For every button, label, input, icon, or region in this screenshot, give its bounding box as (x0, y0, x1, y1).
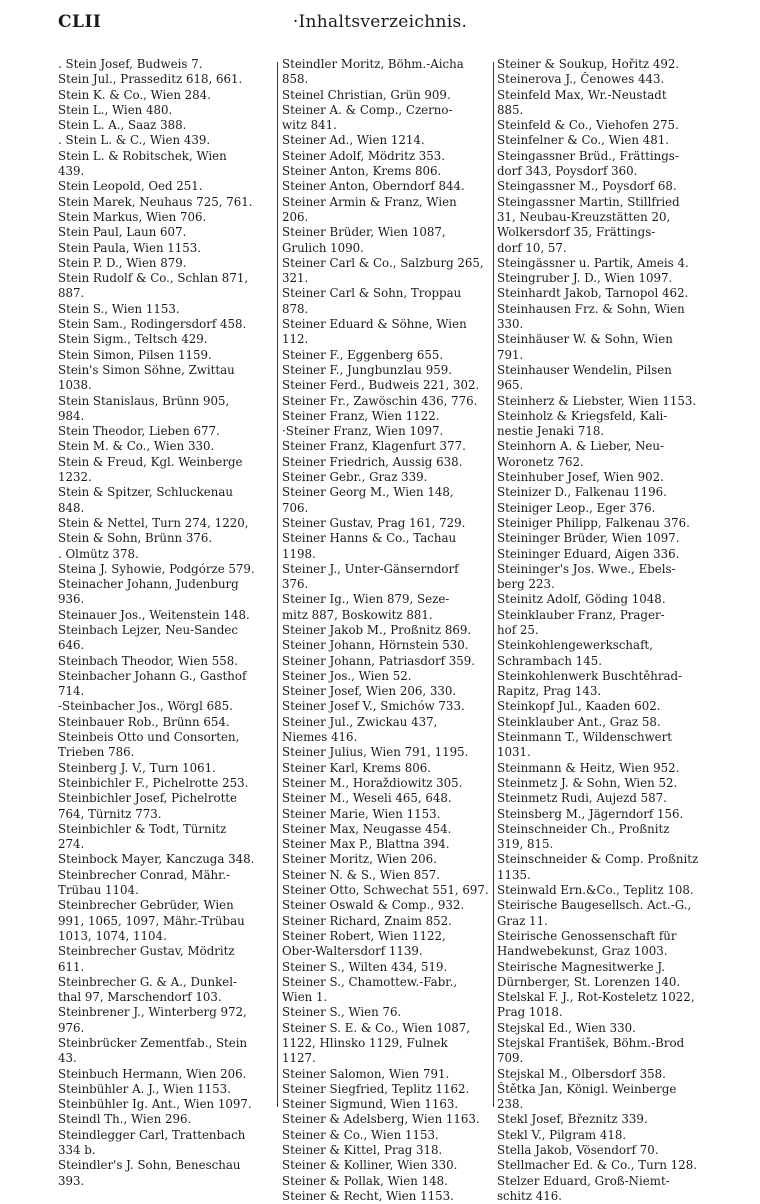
index-entry-line: Steina J. Syhowie, Podgórze 579. (58, 561, 255, 576)
index-entry-line: Štětka Jan, Königl. Weinberge (497, 1081, 677, 1096)
index-entry-line: Steinmann T., Wildenschwert (497, 730, 673, 745)
index-entry-line: Steinbrecher Gustav, Mödritz (58, 944, 235, 959)
index-entry-line: Steinbrecher G. & A., Dunkel- (58, 974, 237, 989)
index-entry-line: Steinbichler Josef, Pichelrotte (58, 791, 238, 806)
index-entry-line: Stein Theodor, Lieben 677. (58, 424, 220, 439)
index-entry-line: Steiner & Recht, Wien 1153. (282, 1188, 454, 1203)
index-entry-line: nestie Jenaki 718. (497, 424, 605, 439)
index-entry-line: Steinschneider Ch., Proßnitz (497, 821, 670, 836)
index-entry-line: Steiner S., Wien 76. (282, 1005, 402, 1020)
index-entry-line: Steiner Hanns & Co., Tachau (282, 531, 457, 546)
index-entry-line: berg 223. (497, 577, 555, 592)
index-entry-line: Steiner Jakob M., Proßnitz 869. (282, 622, 472, 637)
index-entry-line: Steininger Eduard, Aigen 336. (497, 546, 680, 561)
index-entry-line: Stein K. & Co., Wien 284. (58, 87, 211, 102)
index-entry-line: Handwebekunst, Graz 1003. (497, 944, 668, 959)
index-column-1 (58, 57, 274, 1189)
index-entry-line: Prag 1018. (497, 1005, 563, 1020)
index-entry-line: Steingässner u. Partik, Ameis 4. (497, 255, 689, 270)
index-entry-line: Steirische Magnesitwerke J. (497, 959, 665, 974)
index-entry-line: Steiner Jos., Wien 52. (282, 668, 412, 683)
index-entry-line: 274. (58, 837, 85, 852)
index-entry-line: Steinerova J., Čenowes 443. (497, 72, 665, 87)
index-entry-line: Trübau 1104. (58, 883, 139, 898)
index-entry-line: Steingruber J. D., Wien 1097. (497, 271, 673, 286)
index-entry-line: Stejskal Ed., Wien 330. (497, 1020, 636, 1035)
index-entry-line: Steiner & Co., Wien 1153. (282, 1127, 439, 1142)
index-entry-line: Steiner Otto, Schwechat 551, 697. (282, 883, 489, 898)
index-entry-line: Steiner Ad., Wien 1214. (282, 133, 425, 148)
index-entry-line: Steiner & Adelsberg, Wien 1163. (282, 1112, 480, 1127)
index-entry-line: Dürnberger, St. Lorenzen 140. (497, 974, 681, 989)
index-entry-line: Steiner Adolf, Mödritz 353. (282, 148, 446, 163)
index-entry-line: 887. (58, 286, 85, 301)
index-entry-line: 1198. (282, 546, 316, 561)
index-entry-line: Steiner & Pollak, Wien 148. (282, 1173, 448, 1188)
index-entry-line: Steinbuch Hermann, Wien 206. (58, 1066, 247, 1081)
index-entry-line: Steinfeld & Co., Viehofen 275. (497, 118, 679, 133)
index-entry-line: Steiner N. & S., Wien 857. (282, 867, 441, 882)
index-entry-line: Steiner Anton, Krems 806. (282, 164, 442, 179)
index-entry-line: Steiner & Kolliner, Wien 330. (282, 1158, 458, 1173)
index-entry-line: Steinbacher Johann G., Gasthof (58, 668, 247, 683)
index-entry-line: Graz 11. (497, 913, 548, 928)
index-entry-line: Steiner Josef, Wien 206, 330. (282, 684, 457, 699)
index-entry-line: 1232. (58, 470, 92, 485)
index-entry-line: Stein L. & Robitschek, Wien (58, 148, 227, 163)
index-entry-line: Steinkohlengewerkschaft, (497, 638, 653, 653)
index-entry-line: Steiner Franz, Wien 1122. (282, 408, 440, 423)
index-entry-line: 936. (58, 592, 85, 607)
index-entry-line: Steinfeld Max, Wr.-Neustadt (497, 87, 667, 102)
index-entry-line: Steinhauser Wendelin, Pilsen (497, 362, 672, 377)
index-entry-line: Steiner & Kittel, Prag 318. (282, 1143, 443, 1158)
index-entry-line: 611. (58, 959, 85, 974)
index-entry-line: Stein L. A., Saaz 388. (58, 118, 187, 133)
index-entry-line: Steinklauber Franz, Prager- (497, 607, 665, 622)
index-entry-line: Stejskal M., Olbersdorf 358. (497, 1066, 666, 1081)
index-entry-line: dorf 343, Poysdorf 360. (497, 164, 638, 179)
index-entry-line: Steinkohlenwerk Buschtěhrad- (497, 668, 683, 683)
index-entry-line: hof 25. (497, 622, 539, 637)
index-entry-line: Steininger Brüder, Wien 1097. (497, 531, 680, 546)
index-entry-line: Steindl Th., Wien 296. (58, 1112, 192, 1127)
index-entry-line: Steiner Salomon, Wien 791. (282, 1066, 450, 1081)
index-entry-line: 991, 1065, 1097, Mähr.-Trübau (58, 913, 245, 928)
index-entry-line: 965. (497, 378, 524, 393)
index-entry-line: Steinbrücker Zementfab., Stein (58, 1036, 248, 1050)
index-entry-line: Steinwald Ern.&Co., Teplitz 108. (497, 883, 694, 898)
index-entry-line: Steinbühler A. J., Wien 1153. (58, 1081, 231, 1096)
index-entry-line: Steinbichler F., Pichelrotte 253. (58, 775, 249, 790)
index-entry-line: Steiner M., Weseli 465, 648. (282, 791, 452, 806)
index-entry-line: 714. (58, 684, 85, 699)
index-entry-line: Steiner Georg M., Wien 148, (282, 485, 454, 500)
index-entry-line: 764, Türnitz 773. (58, 806, 162, 821)
index-entry-line: Steiner Eduard & Söhne, Wien (282, 317, 467, 332)
index-entry-line: Stein Jul., Prasseditz 618, 661. (58, 72, 243, 87)
index-entry-line: Wien 1. (282, 990, 328, 1005)
index-entry-line: Stein Markus, Wien 706. (58, 209, 207, 224)
index-entry-line: 1122, Hlinsko 1129, Fulnek (282, 1036, 448, 1050)
index-entry-line: Stellmacher Ed. & Co., Turn 128. (497, 1158, 697, 1173)
index-entry-line: Stein P. D., Wien 879. (58, 255, 187, 270)
index-entry-line: Steinbach Lejzer, Neu-Sandec (58, 622, 238, 637)
index-entry-line: Steiner Josef V., Smichów 733. (282, 699, 465, 714)
page-number: CLII (58, 12, 102, 32)
index-entry-line: Rapitz, Prag 143. (497, 684, 602, 699)
index-entry-line: Steinbauer Rob., Brünn 654. (58, 714, 230, 729)
index-entry-line: Steindler's J. Sohn, Beneschau (58, 1158, 241, 1173)
index-entry-line: Stein Marek, Neuhaus 725, 761. (58, 194, 253, 209)
index-entry-line: 393. (58, 1173, 85, 1188)
index-entry-line: Stekl Josef, Březnitz 339. (497, 1112, 648, 1127)
index-entry-line: Stein Paul, Laun 607. (58, 225, 187, 240)
index-entry-line: Steiner S., Wilten 434, 519. (282, 959, 448, 974)
index-entry-line: -Steinbacher Jos., Wörgl 685. (58, 699, 233, 714)
index-entry-line: mitz 887, Boskowitz 881. (282, 607, 433, 622)
index-entry-line: Stein's Simon Söhne, Zwittau (58, 362, 235, 377)
index-entry-line: 439. (58, 164, 85, 179)
index-entry-line: Steiner Fr., Zawöschin 436, 776. (282, 393, 478, 408)
index-entry-line: Steingassner M., Poysdorf 68. (497, 179, 677, 194)
index-entry-line: Steinitz Adolf, Göding 1048. (497, 592, 666, 607)
index-entry-line: 878. (282, 301, 309, 316)
index-entry-line: Steiner S. E. & Co., Wien 1087, (282, 1020, 471, 1035)
index-entry-line: Steiner Franz, Klagenfurt 377. (282, 439, 466, 454)
index-entry-line: Steinhuber Josef, Wien 902. (497, 470, 664, 485)
index-entry-line: 1038. (58, 378, 92, 393)
index-entry-line: Steininger's Jos. Wwe., Ebels- (497, 561, 676, 576)
index-entry-line: Stella Jakob, Vösendorf 70. (497, 1143, 659, 1158)
index-entry-line: . Stein L. & C., Wien 439. (58, 133, 211, 148)
index-entry-line: Steiner S., Chamottew.-Fabr., (282, 974, 458, 989)
index-entry-line: Niemes 416. (282, 730, 358, 745)
index-entry-line: . Olmütz 378. (58, 546, 139, 561)
index-entry-line: Grulich 1090. (282, 240, 364, 255)
index-entry-line: Ober-Waltersdorf 1139. (282, 944, 423, 959)
index-entry-line: Steinhorn A. & Lieber, Neu- (497, 439, 664, 454)
index-entry-line: Stein Simon, Pilsen 1159. (58, 347, 212, 362)
index-entry-line: Stejskal František, Böhm.-Brod (497, 1036, 685, 1050)
index-entry-line: Steinmetz J. & Sohn, Wien 52. (497, 775, 678, 790)
index-entry-line: witz 841. (282, 118, 337, 133)
index-entry-line: Steinberg J. V., Turn 1061. (58, 760, 216, 775)
index-entry-line: 112. (282, 332, 309, 347)
index-entry-line: ·Steiner Franz, Wien 1097. (282, 424, 444, 439)
index-entry-line: Stein Rudolf & Co., Schlan 871, (58, 271, 249, 286)
index-entry-line: Steinklauber Ant., Graz 58. (497, 714, 661, 729)
index-entry-line: Steiner Anton, Oberndorf 844. (282, 179, 465, 194)
index-entry-line: Steingassner Brüd., Frättings- (497, 148, 679, 163)
index-entry-line: Steiner Gustav, Prag 161, 729. (282, 515, 466, 530)
index-entry-line: Steinacher Johann, Judenburg (58, 577, 239, 592)
index-entry-line: Steirische Baugesellsch. Act.-G., (497, 898, 692, 913)
index-entry-line: Steinschneider & Comp. Proßnitz (497, 852, 699, 867)
index-entry-line: 709. (497, 1051, 524, 1066)
index-entry-line: 646. (58, 638, 85, 653)
index-entry-line: 376. (282, 577, 309, 592)
index-entry-line: Steindlegger Carl, Trattenbach (58, 1127, 246, 1142)
index-entry-line: Stein Stanislaus, Brünn 905, (58, 393, 230, 408)
index-entry-line: Steinmann & Heitz, Wien 952. (497, 760, 680, 775)
index-entry-line: Steiner Johann, Hörnstein 530. (282, 638, 469, 653)
index-entry-line: Steiner Sigmund, Wien 1163. (282, 1097, 459, 1112)
index-entry-line: Steiner Robert, Wien 1122, (282, 928, 446, 943)
index-entry-line: Steiner J., Unter-Gänserndorf (282, 561, 459, 576)
column-divider (493, 62, 494, 1107)
index-entry-line: . Stein Josef, Budweis 7. (58, 57, 203, 71)
index-entry-line: Steiner Johann, Patriasdorf 359. (282, 653, 476, 668)
index-entry-line: Steiniger Leop., Eger 376. (497, 500, 656, 515)
index-column-2 (282, 57, 492, 1204)
index-entry-line: Steinbrecher Conrad, Mähr.- (58, 867, 231, 882)
page-header (0, 12, 760, 38)
index-entry-line: Steiner Oswald & Comp., 932. (282, 898, 465, 913)
index-entry-line: Steiner Brüder, Wien 1087, (282, 225, 446, 240)
index-entry-line: Schrambach 145. (497, 653, 602, 668)
index-entry-line: Steiner F., Eggenberg 655. (282, 347, 444, 362)
index-entry-line: Steinel Christian, Grün 909. (282, 87, 451, 102)
index-entry-line: Steinhardt Jakob, Tarnopol 462. (497, 286, 689, 301)
index-entry-line: 321. (282, 271, 309, 286)
index-entry-line: Stein M. & Co., Wien 330. (58, 439, 215, 454)
index-entry-line: Steinbach Theodor, Wien 558. (58, 653, 239, 668)
index-entry-line: Steiner & Soukup, Hořitz 492. (497, 57, 680, 71)
index-entry-line: 1135. (497, 867, 531, 882)
index-entry-line: schitz 416. (497, 1188, 563, 1203)
index-entry-line: Steinholz & Kriegsfeld, Kali- (497, 408, 668, 423)
index-entry-line: Steiner M., Horaždiowitz 305. (282, 775, 463, 790)
index-entry-line: thal 97, Marschendorf 103. (58, 990, 222, 1005)
index-entry-line: Stein & Spitzer, Schluckenau (58, 485, 233, 500)
index-entry-line: Stein L., Wien 480. (58, 102, 173, 117)
index-entry-line: Stelzer Eduard, Groß-Niemt- (497, 1173, 670, 1188)
index-entry-line: Steiner Ferd., Budweis 221, 302. (282, 378, 480, 393)
index-entry-line: Steingassner Martin, Stillfried (497, 194, 680, 209)
index-entry-line: Steinsberg M., Jägerndorf 156. (497, 806, 684, 821)
index-entry-line: Steinmetz Rudi, Aujezd 587. (497, 791, 667, 806)
index-entry-line: 1127. (282, 1051, 316, 1066)
index-entry-line: Steinbeis Otto und Consorten, (58, 730, 240, 745)
index-entry-line: 706. (282, 500, 309, 515)
index-entry-line: Steinizer D., Falkenau 1196. (497, 485, 667, 500)
index-entry-line: Steiner Ig., Wien 879, Seze- (282, 592, 450, 607)
index-entry-line: Stein & Freud, Kgl. Weinberge (58, 454, 243, 469)
index-entry-line: Stein S., Wien 1153. (58, 301, 180, 316)
index-entry-line: Steiner F., Jungbunzlau 959. (282, 362, 453, 377)
index-entry-line: Stein & Nettel, Turn 274, 1220, (58, 515, 249, 530)
index-entry-line: Steinkopf Jul., Kaaden 602. (497, 699, 661, 714)
index-entry-line: 984. (58, 408, 85, 423)
index-entry-line: Steinbrecher Gebrüder, Wien (58, 898, 234, 913)
index-entry-line: Stelskal F. J., Rot-Kosteletz 1022, (497, 990, 695, 1005)
index-entry-line: Steinbrener J., Winterberg 972, (58, 1005, 247, 1020)
index-entry-line: Woronetz 762. (497, 454, 584, 469)
index-entry-line: 976. (58, 1020, 85, 1035)
index-entry-line: 206. (282, 209, 309, 224)
index-entry-line: Steirische Genossenschaft für (497, 928, 677, 943)
index-entry-line: Steiner Friedrich, Aussig 638. (282, 454, 463, 469)
index-entry-line: Wolkersdorf 35, Frättings- (497, 225, 656, 240)
index-entry-line: Steiniger Philipp, Falkenau 376. (497, 515, 690, 530)
index-entry-line: Stein & Sohn, Brünn 376. (58, 531, 213, 546)
index-entry-line: 791. (497, 347, 524, 362)
index-entry-line: Steinbock Mayer, Kanczuga 348. (58, 852, 255, 867)
index-entry-line: Steiner Armin & Franz, Wien (282, 194, 457, 209)
index-entry-line: 319, 815. (497, 837, 554, 852)
index-entry-line: 1013, 1074, 1104. (58, 928, 167, 943)
index-entry-line: Steiner Carl & Sohn, Troppau (282, 286, 462, 301)
index-entry-line: Steinauer Jos., Weitenstein 148. (58, 607, 250, 622)
index-entry-line: Steiner Moritz, Wien 206. (282, 852, 437, 867)
index-entry-line: 43. (58, 1051, 77, 1066)
index-entry-line: Stein Sigm., Teltsch 429. (58, 332, 208, 347)
index-entry-line: 858. (282, 72, 309, 87)
index-entry-line: Steinbühler Ig. Ant., Wien 1097. (58, 1097, 252, 1112)
index-entry-line: 885. (497, 102, 524, 117)
index-entry-line: Steiner Marie, Wien 1153. (282, 806, 441, 821)
index-entry-line: Steinherz & Liebster, Wien 1153. (497, 393, 697, 408)
index-entry-line: Steiner Max P., Blattna 394. (282, 837, 450, 852)
page-title: ·Inhaltsverzeichnis. (292, 12, 468, 32)
index-entry-line: Stein Sam., Rodingersdorf 458. (58, 317, 247, 332)
index-entry-line: Steiner Julius, Wien 791, 1195. (282, 745, 469, 760)
index-entry-line: 848. (58, 500, 85, 515)
index-entry-line: Steiner A. & Comp., Czerno- (282, 102, 453, 117)
index-entry-line: Steinhäuser W. & Sohn, Wien (497, 332, 673, 347)
index-entry-line: 330. (497, 317, 524, 332)
index-entry-line: Steiner Richard, Znaim 852. (282, 913, 452, 928)
index-entry-line: Steinfelner & Co., Wien 481. (497, 133, 669, 148)
index-entry-line: Steiner Karl, Krems 806. (282, 760, 431, 775)
index-entry-line: Steinhausen Frz. & Sohn, Wien (497, 301, 685, 316)
column-divider (277, 62, 278, 1107)
index-entry-line: 334 b. (58, 1143, 96, 1158)
index-entry-line: dorf 10, 57. (497, 240, 567, 255)
index-entry-line: 1031. (497, 745, 531, 760)
index-entry-line: Steiner Gebr., Graz 339. (282, 470, 428, 485)
index-entry-line: Steindler Moritz, Böhm.-Aicha (282, 57, 464, 71)
index-entry-line: Stekl V., Pilgram 418. (497, 1127, 627, 1142)
index-entry-line: Stein Leopold, Oed 251. (58, 179, 203, 194)
index-entry-line: 238. (497, 1097, 524, 1112)
index-entry-line: Steiner Max, Neugasse 454. (282, 821, 452, 836)
index-column-3 (497, 57, 702, 1204)
index-entry-line: Steiner Siegfried, Teplitz 1162. (282, 1081, 470, 1096)
index-entry-line: Steiner Carl & Co., Salzburg 265, (282, 255, 484, 270)
index-entry-line: Stein Paula, Wien 1153. (58, 240, 202, 255)
index-entry-line: Trieben 786. (58, 745, 135, 760)
index-entry-line: Steinbichler & Todt, Türnitz (58, 821, 227, 836)
index-entry-line: 31, Neubau-Kreuzstätten 20, (497, 209, 671, 224)
index-entry-line: Steiner Jul., Zwickau 437, (282, 714, 438, 729)
